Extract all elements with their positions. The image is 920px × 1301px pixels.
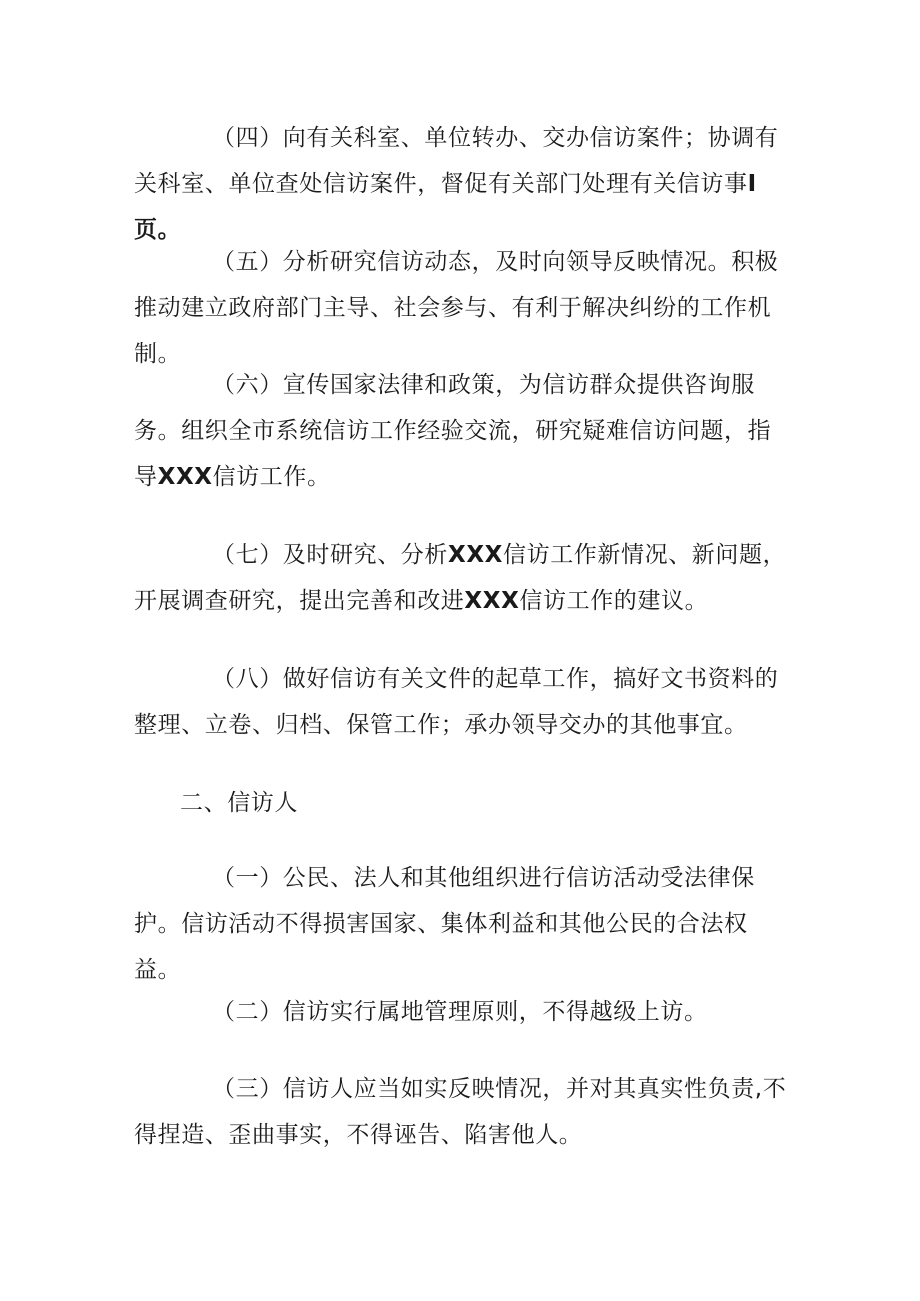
paragraph-7-text-c: 信访工作的建议。 — [519, 588, 709, 614]
paragraph-7 — [134, 532, 794, 624]
paragraph-6-text-a: （六）宣传国家法律和政策，为信访群众提供咨询服务。组织全市系统信访工作经验交流，研究疑难信访问题，指导 — [134, 372, 772, 490]
paragraph-4-text: （四）向有关科室、单位转办、交办信访案件；协调有关科室、单位查处信访案件，督促有关部门处理有关信访事 — [134, 125, 779, 197]
paragraph-7-text-b: 信访工作新情况、新问题，开展调查研究，提出完善和改进 — [134, 542, 787, 614]
paragraph-8: （八）做好信访有关文件的起草工作，搞好文书资料的整理、立卷、归档、保管工作；承办领导交办的其他事宜。 — [134, 666, 779, 738]
paragraph-6-text-b: 信访工作。 — [212, 464, 331, 490]
paragraph-6-placeholder: XXX — [157, 464, 213, 490]
paragraph-5: （五）分析研究信访动态，及时向领导反映情况。积极推动建立政府部门主导、社会参与、有利于解决纠纷的工作机制。 — [134, 249, 779, 367]
paragraph-6 — [134, 362, 794, 500]
paragraph-7-placeholder-2: XXX — [464, 588, 520, 614]
paragraph-4 — [134, 115, 794, 253]
section-heading: 二、信访人 — [180, 790, 298, 816]
section-paragraph-2: （二）信访实行属地管理原则，不得越级上访。 — [212, 999, 708, 1025]
paragraph-4-glyph: I页。 — [134, 171, 757, 243]
section-paragraph-3: （三）信访人应当如实反映情况，并对其真实性负责,不得捏造、歪曲事实，不得诬告、陷害他人。 — [134, 1076, 787, 1148]
section-paragraph-1: （一）公民、法人和其他组织进行信访活动受法律保护。信访活动不得损害国家、集体利益和其他公民的合法权益。 — [134, 865, 755, 983]
paragraph-7-text-a: （七）及时研究、分析 — [212, 542, 448, 568]
paragraph-7-placeholder-1: XXX — [448, 542, 503, 568]
